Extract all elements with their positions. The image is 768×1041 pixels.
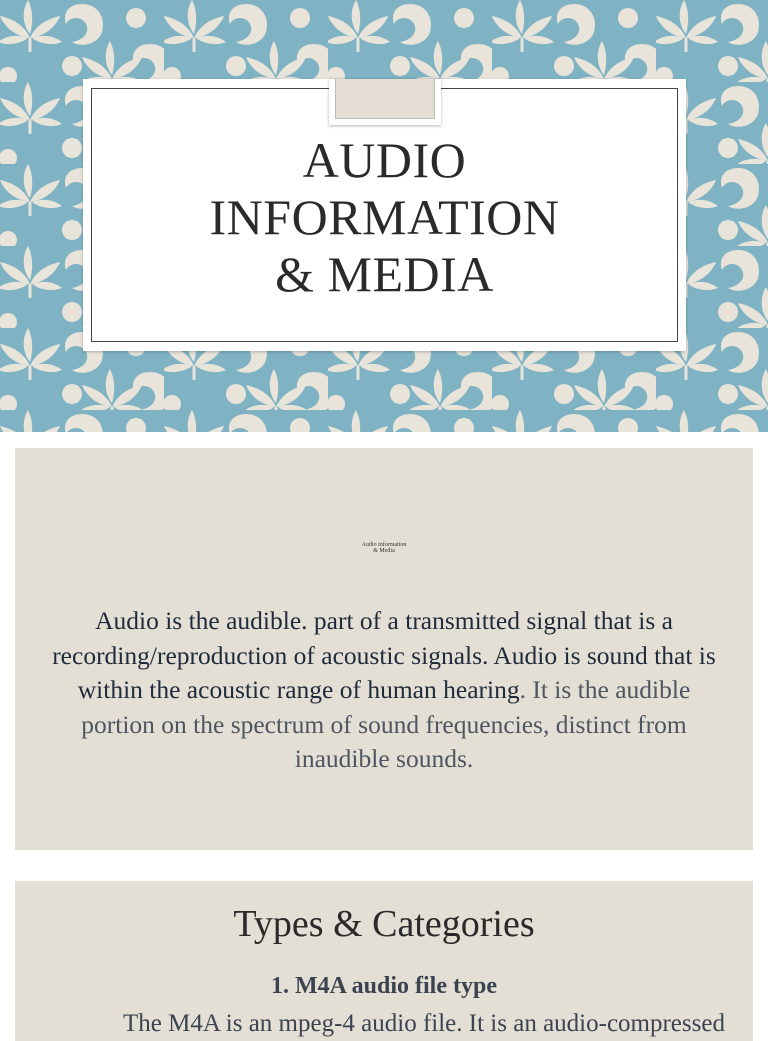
item-heading: 1. M4A audio file type bbox=[271, 973, 497, 999]
title-line-1: AUDIO bbox=[302, 132, 467, 188]
slide-caption bbox=[15, 542, 753, 554]
types-slide bbox=[15, 881, 753, 1041]
caption-line-2: & Media bbox=[373, 548, 395, 554]
item-description: The M4A is an mpeg-4 audio file. It is an audio-compressed bbox=[123, 1010, 725, 1037]
title-slide-banner bbox=[0, 0, 768, 432]
slide-title bbox=[83, 132, 686, 303]
definition-text-secondary: . It is the audible portion on the spectrum of sound frequencies, distinct from inaudible sounds. bbox=[81, 675, 691, 773]
title-card-tab bbox=[329, 79, 441, 125]
types-slide-title: Types & Categories bbox=[233, 903, 535, 945]
definition-text-main: Audio is the audible. part of a transmitted signal that is a recording/reproduction of acoustic signals. Audio is sound that is within the acoustic range of human hearing bbox=[52, 606, 716, 704]
title-line-3: & MEDIA bbox=[275, 246, 494, 302]
title-line-2: INFORMATION bbox=[209, 189, 560, 245]
title-card bbox=[83, 79, 686, 351]
caption-line-1: Audio information bbox=[361, 542, 407, 548]
definition-slide bbox=[15, 448, 753, 850]
definition-paragraph bbox=[45, 604, 723, 777]
